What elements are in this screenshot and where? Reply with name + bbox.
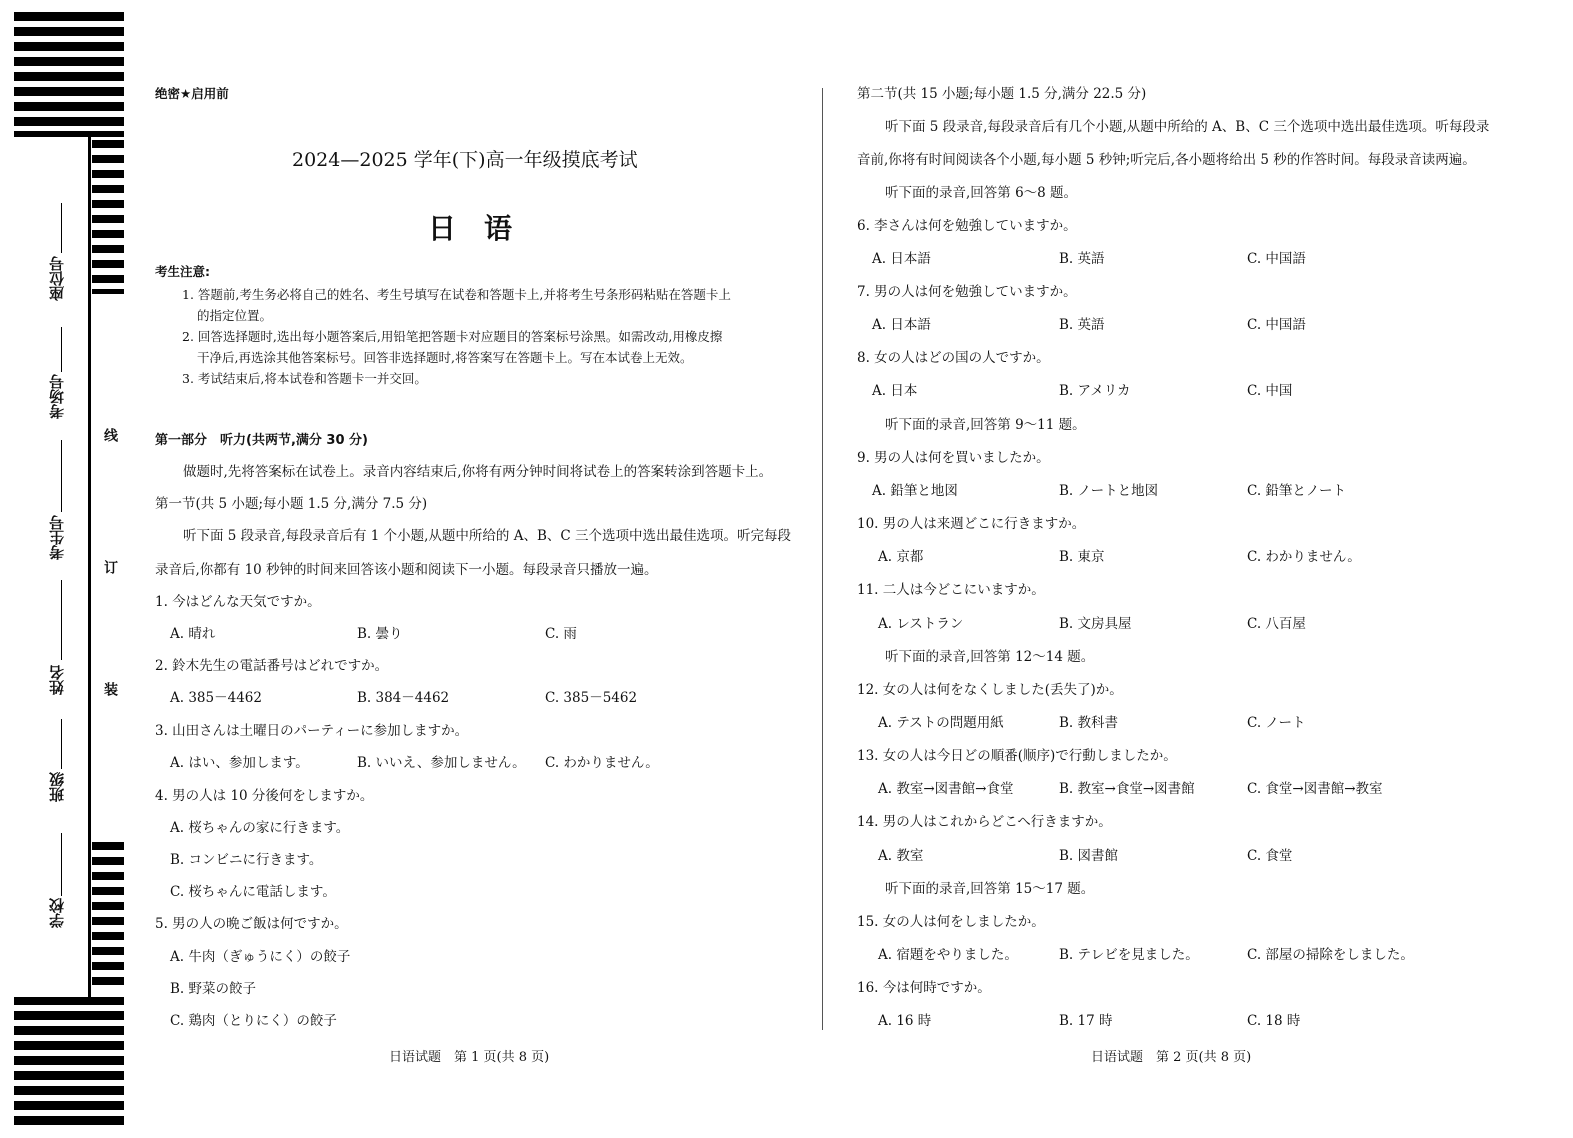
q11-option-c: C. 八百屋: [1247, 616, 1306, 632]
q4-option-a: A. 桜ちゃんの家に行きます。: [170, 820, 350, 836]
notice-heading: 考生注意:: [155, 264, 210, 279]
section1-intro-1: 听下面 5 段录音,每段录音后有 1 个小题,从题中所给的 A、B、C 三个选项中选出最佳选项。听完每段: [183, 528, 792, 544]
group-1-intro: 听下面的录音,回答第 6～8 题。: [885, 185, 1078, 201]
notice-item-1: 1. 答题前,考生务必将自己的姓名、考生号填写在试卷和答题卡上,并将考生号条形码粘贴在答题卡上: [182, 287, 731, 302]
notice-item-2: 2. 回答选择题时,选出每小题答案后,用铅笔把答题卡对应题目的答案标号涂黑。如需改动,用橡皮擦: [182, 329, 723, 344]
q1-option-b: B. 曇り: [357, 626, 403, 642]
question-16: 16. 今は何時ですか。: [857, 980, 991, 996]
question-3: 3. 山田さんは土曜日のパーティーに参加しますか。: [155, 723, 469, 739]
q13-option-b: B. 教室→食堂→図書館: [1059, 781, 1195, 797]
q15-option-a: A. 宿題をやりました。: [878, 947, 1018, 963]
q3-option-c: C. わかりません。: [545, 755, 659, 771]
q2-option-b: B. 384－4462: [357, 690, 450, 706]
question-7: 7. 男の人は何を勉強していますか。: [857, 284, 1077, 300]
q11-option-a: A. レストラン: [878, 616, 964, 632]
cut-word-line: 线: [102, 428, 118, 442]
question-14: 14. 男の人はこれからどこへ行きますか。: [857, 814, 1112, 830]
q16-option-b: B. 17 時: [1059, 1013, 1113, 1029]
section2-intro-2: 音前,你将有时间阅读各个小题,每小题 5 秒钟;听完后,各小题将给出 5 秒的作答时间。每段录音读两遍。: [857, 152, 1476, 168]
room-number-label: 考场号: [48, 374, 66, 419]
q10-option-c: C. わかりません。: [1247, 549, 1361, 565]
q12-option-a: A. テストの問題用紙: [878, 715, 1004, 731]
exam-title: 2024—2025 学年(下)高一年级摸底考试: [292, 149, 638, 171]
q10-option-b: B. 東京: [1059, 549, 1105, 565]
q9-option-b: B. ノートと地図: [1059, 483, 1159, 499]
q8-option-c: C. 中国: [1247, 383, 1293, 399]
section2-title: 第二节(共 15 小题;每小题 1.5 分,满分 22.5 分): [857, 86, 1147, 102]
q9-option-a: A. 鉛筆と地図: [872, 483, 958, 499]
q3-option-a: A. はい、参加します。: [170, 755, 309, 771]
question-13: 13. 女の人は今日どの順番(顺序)で行動しましたか。: [857, 748, 1177, 764]
q4-option-b: B. コンビニに行きます。: [170, 852, 323, 868]
notice-item-3: 3. 考试结束后,将本试卷和答题卡一并交回。: [182, 371, 427, 386]
question-2: 2. 鈴木先生の電話番号はどれですか。: [155, 658, 389, 674]
page-1-footer: 日语试题 第 1 页(共 8 页): [389, 1050, 550, 1065]
seat-number-label: 座位号: [48, 256, 66, 301]
q1-option-a: A. 晴れ: [170, 626, 216, 642]
q6-option-a: A. 日本語: [872, 251, 931, 267]
q15-option-c: C. 部屋の掃除をしました。: [1247, 947, 1414, 963]
q7-option-b: B. 英語: [1059, 317, 1105, 333]
q2-option-c: C. 385－5462: [545, 690, 638, 706]
q14-option-b: B. 図書館: [1059, 848, 1119, 864]
q3-option-b: B. いいえ、参加しません。: [357, 755, 526, 771]
q14-option-a: A. 教室: [878, 848, 924, 864]
notice-item-1-cont: 的指定位置。: [197, 308, 273, 323]
page-2: [823, 0, 1573, 1138]
q8-option-a: A. 日本: [872, 383, 918, 399]
section1-intro-2: 录音后,你都有 10 秒钟的时间来回答该小题和阅读下一小题。每段录音只播放一遍。: [155, 562, 658, 578]
question-11: 11. 二人は今どこにいますか。: [857, 582, 1045, 598]
page-2-footer: 日语试题 第 2 页(共 8 页): [1091, 1050, 1252, 1065]
cut-word-staple: 订: [102, 560, 118, 574]
part1-intro: 做题时,先将答案标在试卷上。录音内容结束后,你将有两分钟时间将试卷上的答案转涂到答题卡上。: [183, 464, 773, 480]
q11-option-b: B. 文房具屋: [1059, 616, 1132, 632]
question-12: 12. 女の人は何をなくしました(丢失了)か。: [857, 682, 1123, 698]
group-2-intro: 听下面的录音,回答第 9～11 题。: [885, 417, 1086, 433]
q8-option-b: B. アメリカ: [1059, 383, 1131, 399]
q12-option-c: C. ノート: [1247, 715, 1306, 731]
question-15: 15. 女の人は何をしましたか。: [857, 914, 1045, 930]
q4-option-c: C. 桜ちゃんに電話します。: [170, 884, 336, 900]
question-1: 1. 今はどんな天気ですか。: [155, 594, 321, 610]
notice-item-2-cont: 干净后,再选涂其他答案标号。回答非选择题时,将答案写在答题卡上。写在本试卷上无效。: [197, 350, 693, 365]
q5-option-c: C. 鶏肉（とりにく）の餃子: [170, 1013, 337, 1029]
question-9: 9. 男の人は何を買いましたか。: [857, 450, 1050, 466]
q9-option-c: C. 鉛筆とノート: [1247, 483, 1347, 499]
cut-word-bind: 装: [102, 682, 118, 696]
q6-option-b: B. 英語: [1059, 251, 1105, 267]
q13-option-a: A. 教室→図書館→食堂: [878, 781, 1014, 797]
q14-option-c: C. 食堂: [1247, 848, 1293, 864]
q12-option-b: B. 教科書: [1059, 715, 1119, 731]
question-4: 4. 男の人は 10 分後何をしますか。: [155, 788, 374, 804]
candidate-number-label: 考生号: [48, 515, 66, 560]
q16-option-a: A. 16 時: [878, 1013, 932, 1029]
q7-option-a: A. 日本語: [872, 317, 931, 333]
section1-title: 第一节(共 5 小题;每小题 1.5 分,满分 7.5 分): [155, 496, 428, 512]
section2-intro-1: 听下面 5 段录音,每段录音后有几个小题,从题中所给的 A、B、C 三个选项中选出最佳选项。听每段录: [885, 119, 1490, 135]
q5-option-a: A. 牛肉（ぎゅうにく）の餃子: [170, 949, 351, 965]
q5-option-b: B. 野菜の餃子: [170, 981, 257, 997]
q1-option-c: C. 雨: [545, 626, 577, 642]
question-8: 8. 女の人はどの国の人ですか。: [857, 350, 1050, 366]
q15-option-b: B. テレビを見ました。: [1059, 947, 1199, 963]
question-6: 6. 李さんは何を勉強していますか。: [857, 218, 1077, 234]
school-label: 学校: [48, 898, 66, 928]
group-4-intro: 听下面的录音,回答第 15～17 题。: [885, 881, 1095, 897]
group-3-intro: 听下面的录音,回答第 12～14 题。: [885, 649, 1095, 665]
q2-option-a: A. 385－4462: [170, 690, 262, 706]
q13-option-c: C. 食堂→図書館→教室: [1247, 781, 1383, 797]
q6-option-c: C. 中国語: [1247, 251, 1306, 267]
subject-title: 日 语: [428, 212, 513, 245]
question-5: 5. 男の人の晩ご飯は何ですか。: [155, 916, 348, 932]
q7-option-c: C. 中国語: [1247, 317, 1306, 333]
confidential-mark: 绝密★启用前: [155, 86, 229, 101]
question-10: 10. 男の人は来週どこに行きますか。: [857, 516, 1086, 532]
q16-option-c: C. 18 時: [1247, 1013, 1301, 1029]
part1-title: 第一部分 听力(共两节,满分 30 分): [155, 433, 368, 448]
q10-option-a: A. 京都: [878, 549, 924, 565]
class-label: 班级: [48, 772, 66, 802]
name-label: 姓名: [48, 665, 66, 695]
